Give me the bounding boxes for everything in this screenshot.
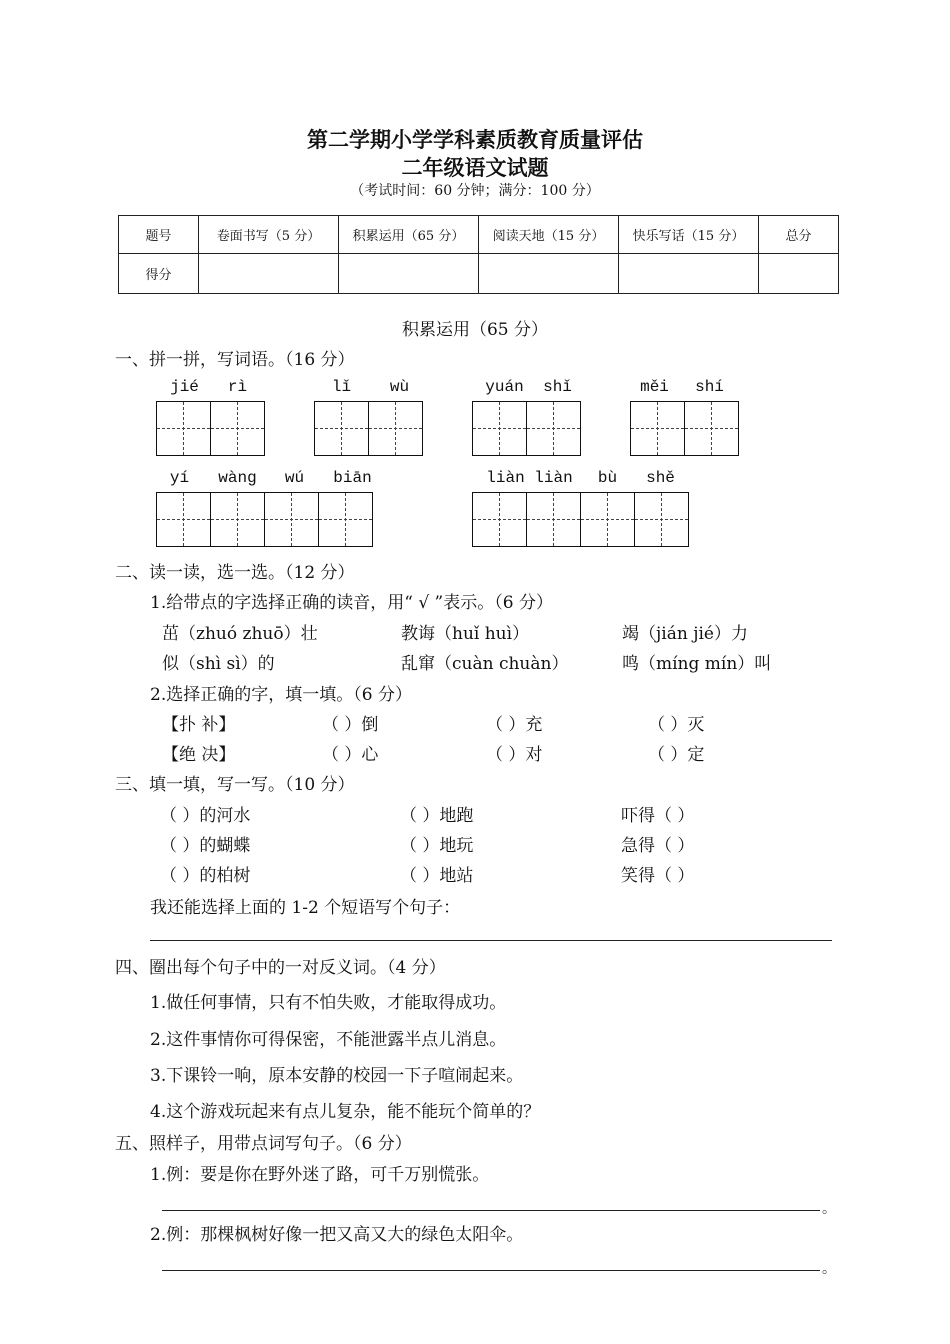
fill-blank[interactable]: 急得（ ）	[621, 836, 695, 856]
section-title: 积累运用（65 分）	[401, 320, 549, 340]
pinyin: lǐ	[331, 378, 352, 396]
pinyin: biān	[333, 469, 372, 487]
pronunciation-choice[interactable]: 教诲（huǐ huì）	[401, 624, 530, 644]
q3-heading: 三、填一填，写一写。（10 分）	[115, 775, 355, 795]
pinyin: yuán	[485, 378, 524, 396]
q5-heading: 五、照样子，用带点词写句子。（6 分）	[115, 1134, 412, 1154]
q2-part1: 1.给带点的字选择正确的读音，用“ √ ”表示。（6 分）	[150, 593, 553, 613]
writing-grid[interactable]	[156, 492, 373, 547]
sentence-item[interactable]: 3.下课铃一响，原本安静的校园一下子喧闹起来。	[150, 1066, 524, 1086]
q4-heading: 四、圈出每个句子中的一对反义词。（4 分）	[115, 958, 446, 978]
score-header-cell: 卷面书写（5 分）	[199, 216, 339, 254]
fill-blank[interactable]: （ ）的柏树	[160, 866, 251, 886]
answer-line[interactable]	[150, 940, 832, 941]
pinyin: shě	[646, 469, 675, 487]
exam-subtitle-grade: 二年级语文试题	[401, 156, 549, 180]
writing-grid[interactable]	[472, 401, 581, 456]
score-cell[interactable]	[339, 254, 479, 294]
pronunciation-choice[interactable]: 乱窜（cuàn chuàn）	[401, 654, 569, 674]
fill-blank[interactable]: （ ）对	[486, 745, 543, 765]
pinyin: shǐ	[543, 378, 572, 396]
pinyin: rì	[227, 378, 248, 396]
score-header-cell: 总分	[759, 216, 839, 254]
score-cell[interactable]	[619, 254, 759, 294]
pinyin: liàn	[486, 469, 525, 487]
exam-time-info: （考试时间：60 分钟；满分：100 分）	[350, 183, 600, 199]
score-cell[interactable]	[759, 254, 839, 294]
score-header-cell: 题号	[119, 216, 199, 254]
char-options: 【扑 补】	[162, 715, 236, 735]
pronunciation-choice[interactable]: 鸣（míng mín）叫	[622, 654, 772, 674]
fill-blank[interactable]: （ ）的河水	[160, 806, 251, 826]
writing-grid[interactable]	[156, 401, 265, 456]
q1-heading: 一、拼一拼，写词语。（16 分）	[115, 350, 355, 370]
pinyin: liàn	[534, 469, 573, 487]
writing-grid[interactable]	[472, 492, 689, 547]
exam-title: 第二学期小学学科素质教育质量评估	[307, 128, 643, 152]
score-cell[interactable]	[479, 254, 619, 294]
pinyin: wàng	[218, 469, 257, 487]
period-mark: 。	[822, 1201, 836, 1217]
sentence-item[interactable]: 2.这件事情你可得保密，不能泄露半点儿消息。	[150, 1030, 507, 1050]
example-sentence: 2.例：那棵枫树好像一把又高又大的绿色太阳伞。	[150, 1225, 524, 1245]
pinyin: shí	[695, 378, 724, 396]
score-cell[interactable]	[199, 254, 339, 294]
pinyin: yí	[169, 469, 190, 487]
fill-blank[interactable]: 笑得（ ）	[621, 866, 695, 886]
fill-blank[interactable]: （ ）地跑	[400, 806, 474, 826]
fill-blank[interactable]: （ ）地玩	[400, 836, 474, 856]
fill-blank[interactable]: 吓得（ ）	[621, 806, 695, 826]
score-header-cell: 快乐写话（15 分）	[619, 216, 759, 254]
pinyin: jié	[170, 378, 199, 396]
char-options: 【绝 决】	[162, 745, 236, 765]
fill-blank[interactable]: （ ）倒	[322, 715, 379, 735]
q3-prompt: 我还能选择上面的 1-2 个短语写个句子：	[150, 898, 461, 918]
sentence-item[interactable]: 1.做任何事情，只有不怕失败，才能取得成功。	[150, 993, 507, 1013]
pronunciation-choice[interactable]: 似（shì sì）的	[162, 654, 275, 674]
writing-grid[interactable]	[630, 401, 739, 456]
q2-part2: 2.选择正确的字，填一填。（6 分）	[150, 685, 412, 705]
q2-heading: 二、读一读，选一选。（12 分）	[115, 563, 355, 583]
pinyin: wù	[389, 378, 410, 396]
score-header-cell: 阅读天地（15 分）	[479, 216, 619, 254]
example-sentence: 1.例：要是你在野外迷了路，可千万别慌张。	[150, 1165, 490, 1185]
period-mark: 。	[822, 1261, 836, 1277]
pinyin: wú	[284, 469, 305, 487]
answer-line[interactable]	[162, 1270, 820, 1271]
score-table	[118, 215, 839, 294]
fill-blank[interactable]: （ ）的蝴蝶	[160, 836, 251, 856]
fill-blank[interactable]: （ ）灭	[648, 715, 705, 735]
sentence-item[interactable]: 4.这个游戏玩起来有点儿复杂，能不能玩个简单的？	[150, 1102, 541, 1122]
fill-blank[interactable]: （ ）定	[648, 745, 705, 765]
fill-blank[interactable]: （ ）心	[322, 745, 379, 765]
pronunciation-choice[interactable]: 茁（zhuó zhuō）壮	[162, 624, 318, 644]
score-row-label: 得分	[119, 254, 199, 294]
answer-line[interactable]	[162, 1210, 820, 1211]
pronunciation-choice[interactable]: 竭（jián jié）力	[622, 624, 748, 644]
fill-blank[interactable]: （ ）地站	[400, 866, 474, 886]
writing-grid[interactable]	[314, 401, 423, 456]
score-header-cell: 积累运用（65 分）	[339, 216, 479, 254]
pinyin: bù	[597, 469, 618, 487]
fill-blank[interactable]: （ ）充	[486, 715, 543, 735]
pinyin: měi	[640, 378, 669, 396]
